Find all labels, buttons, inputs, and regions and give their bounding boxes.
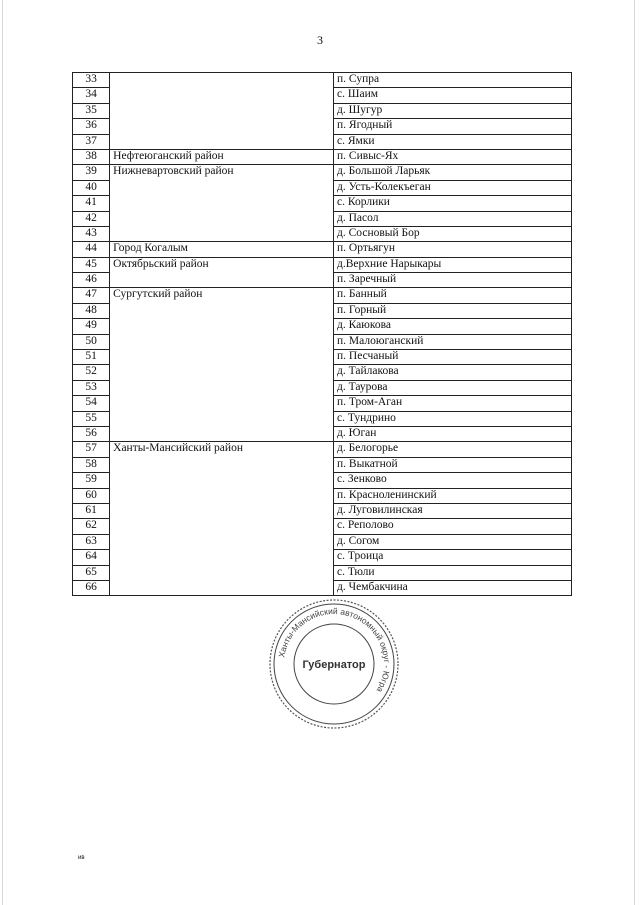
settlement-cell: с. Тюли — [334, 565, 572, 580]
row-number: 33 — [73, 73, 110, 88]
table-row — [73, 103, 572, 118]
district-cell — [110, 334, 334, 349]
settlement-cell: п. Ягодный — [334, 119, 572, 134]
row-number: 60 — [73, 488, 110, 503]
row-number: 65 — [73, 565, 110, 580]
settlement-cell: с. Корлики — [334, 196, 572, 211]
settlement-cell: п. Выкатной — [334, 457, 572, 472]
settlement-cell: п. Горный — [334, 303, 572, 318]
settlement-cell: п. Тром-Аган — [334, 396, 572, 411]
district-cell — [110, 119, 334, 134]
table-row — [73, 565, 572, 580]
district-cell — [110, 88, 334, 103]
row-number: 59 — [73, 473, 110, 488]
district-cell — [110, 457, 334, 472]
row-number: 41 — [73, 196, 110, 211]
table-row — [73, 196, 572, 211]
settlement-cell: д. Тайлакова — [334, 365, 572, 380]
table-row — [73, 396, 572, 411]
row-number: 55 — [73, 411, 110, 426]
row-number: 40 — [73, 180, 110, 195]
row-number: 46 — [73, 273, 110, 288]
row-number: 42 — [73, 211, 110, 226]
table-row — [73, 534, 572, 549]
settlement-cell: д. Сосновый Бор — [334, 226, 572, 241]
table-row — [73, 411, 572, 426]
table-row — [73, 211, 572, 226]
settlement-cell: с. Зенково — [334, 473, 572, 488]
row-number: 58 — [73, 457, 110, 472]
table-row — [73, 119, 572, 134]
settlement-cell: д. Согом — [334, 534, 572, 549]
district-cell — [110, 565, 334, 580]
row-number: 61 — [73, 503, 110, 518]
table-row — [73, 257, 572, 272]
district-cell — [110, 319, 334, 334]
row-number: 49 — [73, 319, 110, 334]
scan-edge-left — [2, 0, 3, 905]
settlement-cell: д. Шугур — [334, 103, 572, 118]
table-row — [73, 457, 572, 472]
row-number: 35 — [73, 103, 110, 118]
district-cell — [110, 73, 334, 88]
row-number: 34 — [73, 88, 110, 103]
row-number: 54 — [73, 396, 110, 411]
settlement-cell: д. Белогорье — [334, 442, 572, 457]
district-cell — [110, 303, 334, 318]
footer-mark: ив — [78, 855, 85, 861]
district-cell — [110, 180, 334, 195]
district-cell: Нижневартовский район — [110, 165, 334, 180]
table-body — [73, 73, 572, 596]
district-cell — [110, 365, 334, 380]
settlement-cell: д. Чембакчина — [334, 580, 572, 595]
row-number: 43 — [73, 226, 110, 241]
district-cell — [110, 273, 334, 288]
table-row — [73, 288, 572, 303]
row-number: 57 — [73, 442, 110, 457]
row-number: 64 — [73, 550, 110, 565]
settlement-cell: д. Усть-Колекъеган — [334, 180, 572, 195]
settlement-cell: д. Каюкова — [334, 319, 572, 334]
table-row — [73, 226, 572, 241]
settlement-cell: с. Троица — [334, 550, 572, 565]
table-row — [73, 180, 572, 195]
settlement-cell: п. Красноленинский — [334, 488, 572, 503]
settlement-cell: п. Песчаный — [334, 350, 572, 365]
row-number: 62 — [73, 519, 110, 534]
district-cell — [110, 134, 334, 149]
table-row — [73, 442, 572, 457]
settlement-cell: с. Тундрино — [334, 411, 572, 426]
district-cell — [110, 226, 334, 241]
table-row — [73, 503, 572, 518]
row-number: 56 — [73, 426, 110, 441]
district-cell — [110, 580, 334, 595]
district-cell — [110, 488, 334, 503]
table-row — [73, 580, 572, 595]
settlement-cell: д. Пасол — [334, 211, 572, 226]
settlement-cell: п. Сивыс-Ях — [334, 149, 572, 164]
district-cell — [110, 211, 334, 226]
district-cell — [110, 503, 334, 518]
district-cell — [110, 473, 334, 488]
district-cell: Нефтеюганский район — [110, 149, 334, 164]
row-number: 52 — [73, 365, 110, 380]
table-row — [73, 519, 572, 534]
table-row — [73, 88, 572, 103]
table-row — [73, 242, 572, 257]
table-row — [73, 334, 572, 349]
table-row — [73, 149, 572, 164]
table-row — [73, 73, 572, 88]
district-cell: Сургутский район — [110, 288, 334, 303]
district-cell — [110, 426, 334, 441]
row-number: 47 — [73, 288, 110, 303]
settlements-table — [72, 72, 572, 596]
row-number: 39 — [73, 165, 110, 180]
district-cell — [110, 196, 334, 211]
table-row — [73, 488, 572, 503]
district-cell — [110, 396, 334, 411]
settlement-cell: д. Большой Ларьяк — [334, 165, 572, 180]
settlement-cell: с. Реполово — [334, 519, 572, 534]
row-number: 38 — [73, 149, 110, 164]
settlement-cell: п. Малоюганский — [334, 334, 572, 349]
district-cell: Октябрьский район — [110, 257, 334, 272]
settlement-cell: д. Луговилинская — [334, 503, 572, 518]
settlement-cell: д. Таурова — [334, 380, 572, 395]
settlement-cell: п. Ортьягун — [334, 242, 572, 257]
row-number: 66 — [73, 580, 110, 595]
settlement-cell: п. Банный — [334, 288, 572, 303]
row-number: 48 — [73, 303, 110, 318]
settlement-cell: п. Заречный — [334, 273, 572, 288]
table-row — [73, 303, 572, 318]
table-row — [73, 134, 572, 149]
table-row — [73, 319, 572, 334]
row-number: 63 — [73, 534, 110, 549]
settlement-cell: с. Ямки — [334, 134, 572, 149]
district-cell — [110, 411, 334, 426]
district-cell: Ханты-Мансийский район — [110, 442, 334, 457]
settlement-cell: п. Супра — [334, 73, 572, 88]
row-number: 51 — [73, 350, 110, 365]
scan-edge-right — [634, 0, 635, 905]
district-cell — [110, 103, 334, 118]
row-number: 37 — [73, 134, 110, 149]
settlement-cell: д.Верхние Нарыкары — [334, 257, 572, 272]
row-number: 53 — [73, 380, 110, 395]
district-cell — [110, 519, 334, 534]
seal-ring-text: Ханты-Мансийский автономный округ - Югра — [276, 605, 393, 695]
table-row — [73, 273, 572, 288]
seal-center-text: Губернатор — [302, 659, 366, 671]
settlement-cell: с. Шаим — [334, 88, 572, 103]
table-row — [73, 380, 572, 395]
row-number: 44 — [73, 242, 110, 257]
page-number: 3 — [317, 33, 323, 47]
district-cell: Город Когалым — [110, 242, 334, 257]
settlement-cell: д. Юган — [334, 426, 572, 441]
table-row — [73, 550, 572, 565]
table-row — [73, 165, 572, 180]
table-row — [73, 350, 572, 365]
district-cell — [110, 550, 334, 565]
district-cell — [110, 350, 334, 365]
table-row — [73, 365, 572, 380]
row-number: 50 — [73, 334, 110, 349]
table-row — [73, 473, 572, 488]
district-cell — [110, 534, 334, 549]
district-cell — [110, 380, 334, 395]
row-number: 36 — [73, 119, 110, 134]
governor-seal — [268, 598, 400, 730]
table-row — [73, 426, 572, 441]
row-number: 45 — [73, 257, 110, 272]
